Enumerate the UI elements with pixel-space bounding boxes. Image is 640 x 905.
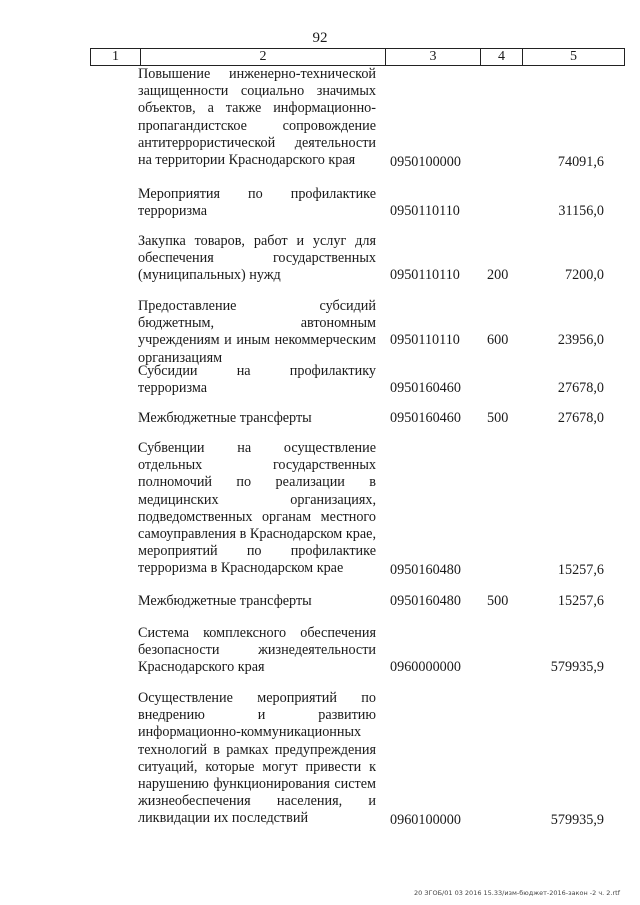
row-code: 0950110110 bbox=[390, 332, 460, 348]
row-description: Осуществление мероприятий по внедрению и развитию информационно-коммуникационных технологий в рамках предупреждения ситуаций, которые могут привести к нарушению функционирования систем жизнеобеспечения населения, и ликвидации их последствий bbox=[138, 690, 376, 827]
row-code: 0960000000 bbox=[390, 659, 461, 675]
row-code: 0950160480 bbox=[390, 593, 461, 609]
row-type: 500 bbox=[487, 593, 509, 609]
row-description: Закупка товаров, работ и услуг для обеспечения государственных (муниципальных) нужд bbox=[138, 233, 376, 284]
column-header: 2 bbox=[141, 49, 386, 66]
row-description: Предоставление субсидий бюджетным, автономным учреждениям и иным некоммерческим организациям bbox=[138, 298, 376, 366]
row-description: Субсидии на профилактику терроризма bbox=[138, 363, 376, 397]
row-type: 200 bbox=[487, 267, 509, 283]
row-description: Система комплексного обеспечения безопасности жизнедеятельности Краснодарского края bbox=[138, 625, 376, 676]
row-code: 0950160480 bbox=[390, 562, 461, 578]
column-header: 1 bbox=[91, 49, 141, 66]
row-amount: 15257,6 bbox=[557, 562, 604, 578]
row-description: Межбюджетные трансферты bbox=[138, 410, 312, 426]
column-header: 5 bbox=[523, 49, 625, 66]
row-amount: 31156,0 bbox=[558, 203, 604, 219]
row-description: Межбюджетные трансферты bbox=[138, 593, 312, 609]
column-header: 3 bbox=[386, 49, 481, 66]
row-code: 0950100000 bbox=[390, 154, 461, 170]
row-amount: 27678,0 bbox=[557, 410, 604, 426]
row-type: 600 bbox=[487, 332, 509, 348]
row-amount: 74091,6 bbox=[557, 154, 604, 170]
column-header-row bbox=[90, 48, 625, 66]
row-description: Мероприятия по профилактике терроризма bbox=[138, 186, 376, 220]
row-code: 0950160460 bbox=[390, 380, 461, 396]
row-description: Повышение инженерно-технической защищенности социально значимых объектов, а также информационно-пропагандистское сопровождение антитеррористической деятельности на территории Краснодарского края bbox=[138, 66, 376, 169]
row-amount: 15257,6 bbox=[557, 593, 604, 609]
row-amount: 7200,0 bbox=[564, 267, 604, 283]
row-amount: 579935,9 bbox=[550, 659, 604, 675]
row-code: 0960100000 bbox=[390, 812, 461, 828]
row-amount: 27678,0 bbox=[557, 380, 604, 396]
row-code: 0950110110 bbox=[390, 203, 460, 219]
footer-file-reference: 20 ЗГОБ/01 03 2016 15.33/изм-бюджет-2016-закон -2 ч. 2.rtf bbox=[414, 889, 620, 897]
row-code: 0950110110 bbox=[390, 267, 460, 283]
page-number: 92 bbox=[312, 30, 328, 46]
row-amount: 23956,0 bbox=[557, 332, 604, 348]
row-code: 0950160460 bbox=[390, 410, 461, 426]
row-type: 500 bbox=[487, 410, 509, 426]
row-description: Субвенции на осуществление отдельных государственных полномочий по реализации в медицинских организациях, подведомственных органам местного самоуправления в Краснодарском крае, мероприятий по профилактике терроризма в Краснодарском крае bbox=[138, 440, 376, 577]
column-header: 4 bbox=[481, 49, 523, 66]
row-amount: 579935,9 bbox=[550, 812, 604, 828]
